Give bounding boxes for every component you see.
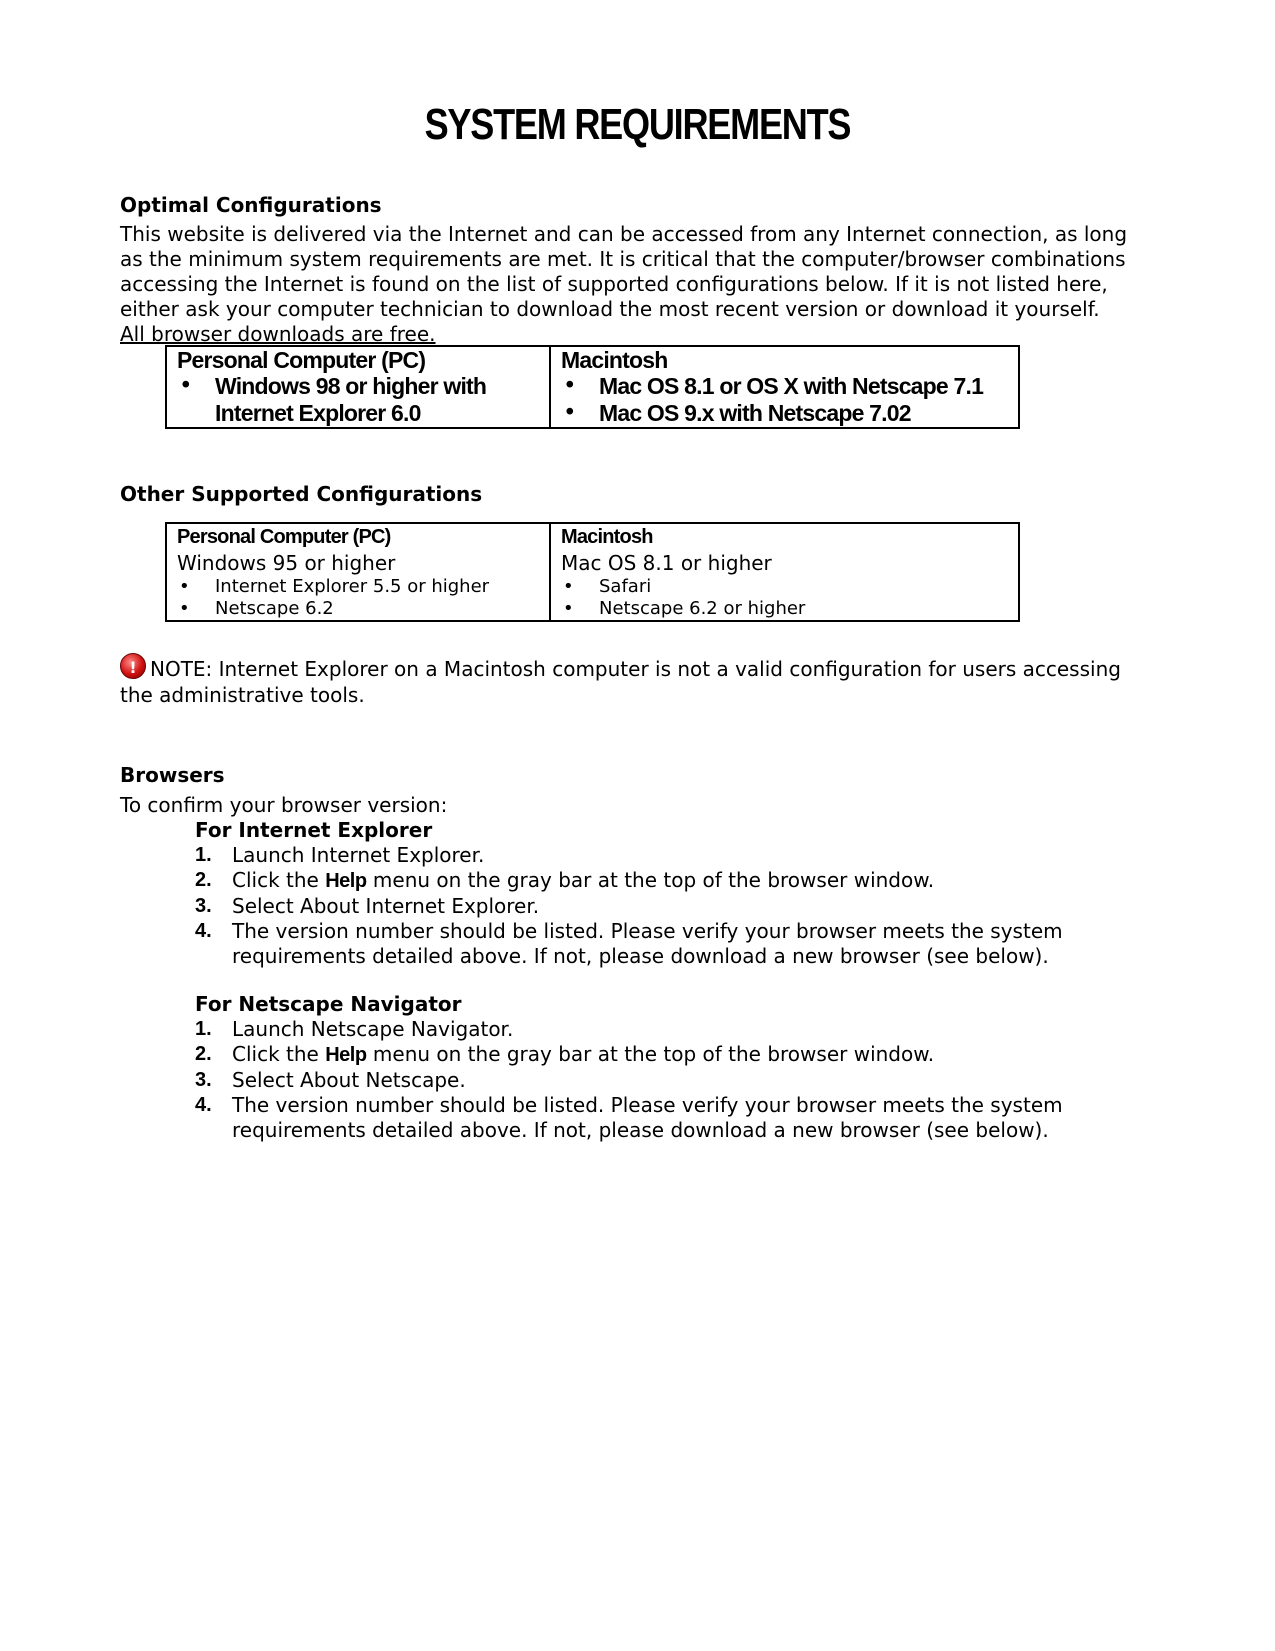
netscape-subheading: For Netscape Navigator [195, 992, 462, 1016]
list-item: • Mac OS 8.1 or OS X with Netscape 7.1 [563, 373, 984, 399]
list-item: 4. The version number should be listed. Please verify your browser meets the system requirements detailed above. If not, please download a new browser (see below). [195, 1093, 1063, 1142]
optimal-configurations-paragraph [120, 222, 1130, 347]
pc-os: Windows 95 or higher [177, 551, 396, 575]
pc-column [166, 346, 550, 428]
note [120, 653, 1130, 708]
note-text: NOTE: Internet Explorer on a Macintosh computer is not a valid configuration for users accessing the administrative tools. [120, 657, 1121, 707]
netscape-steps [195, 1017, 1115, 1143]
list-item: • Mac OS 9.x with Netscape 7.02 [563, 400, 911, 426]
mac-header: Macintosh [561, 347, 668, 373]
list-item: • Internet Explorer 5.5 or higher [179, 576, 490, 597]
bullet-icon: • [563, 576, 574, 597]
browsers-intro: To confirm your browser version: [120, 793, 448, 817]
list-item: 1. Launch Netscape Navigator. [195, 1017, 514, 1041]
list-item: 4. The version number should be listed. Please verify your browser meets the system requirements detailed above. If not, please download a new browser (see below). [195, 919, 1063, 968]
optimal-configurations-heading: Optimal Configurations [120, 193, 382, 217]
optimal-config-table [165, 345, 1020, 429]
list-item: • Netscape 6.2 or higher [563, 598, 806, 619]
list-item: 3. Select About Internet Explorer. [195, 894, 540, 918]
mac-column [550, 523, 1019, 621]
bullet-icon: • [179, 598, 190, 619]
list-item: • Safari [563, 576, 652, 597]
bullet-icon: • [563, 400, 576, 426]
warning-icon: ! [120, 653, 146, 679]
bullet-icon: • [563, 598, 574, 619]
mac-os: Mac OS 8.1 or higher [561, 551, 772, 575]
ie-subheading: For Internet Explorer [195, 818, 433, 842]
bullet-icon: • [563, 373, 576, 399]
list-item: • Windows 98 or higher with Internet Explorer 6.0 [179, 373, 487, 426]
list-item: 1. Launch Internet Explorer. [195, 843, 485, 867]
list-item: 3. Select About Netscape. [195, 1068, 466, 1092]
bullet-icon: • [179, 373, 192, 399]
browsers-heading: Browsers [120, 763, 225, 787]
mac-column [550, 346, 1019, 428]
page-title: SYSTEM REQUIREMENTS [424, 100, 851, 149]
other-configurations-heading: Other Supported Configurations [120, 482, 483, 506]
bullet-icon: • [179, 576, 190, 597]
help-menu-label: Help [325, 1044, 367, 1066]
list-item: 2. Click the Help menu on the gray bar at the top of the browser window. [195, 868, 935, 892]
pc-column [166, 523, 550, 621]
ie-steps [195, 843, 1115, 969]
list-item: • Netscape 6.2 [179, 598, 334, 619]
mac-header: Macintosh [561, 526, 653, 548]
help-menu-label: Help [325, 870, 367, 892]
pc-header: Personal Computer (PC) [177, 526, 391, 548]
pc-header: Personal Computer (PC) [177, 347, 426, 373]
intro-text: This website is delivered via the Internet and can be accessed from any Internet connection, as long as the minimum system requirements are met. It is critical that the computer/browser combinations accessing the Internet is found on the list of supported configurations below. If it is not listed here, either ask your computer technician to download the most recent version or download it yourself. [120, 222, 1128, 321]
other-config-table [165, 522, 1020, 622]
list-item: 2. Click the Help menu on the gray bar at the top of the browser window. [195, 1042, 935, 1066]
browser-downloads-link[interactable]: All browser downloads are free. [120, 322, 436, 346]
